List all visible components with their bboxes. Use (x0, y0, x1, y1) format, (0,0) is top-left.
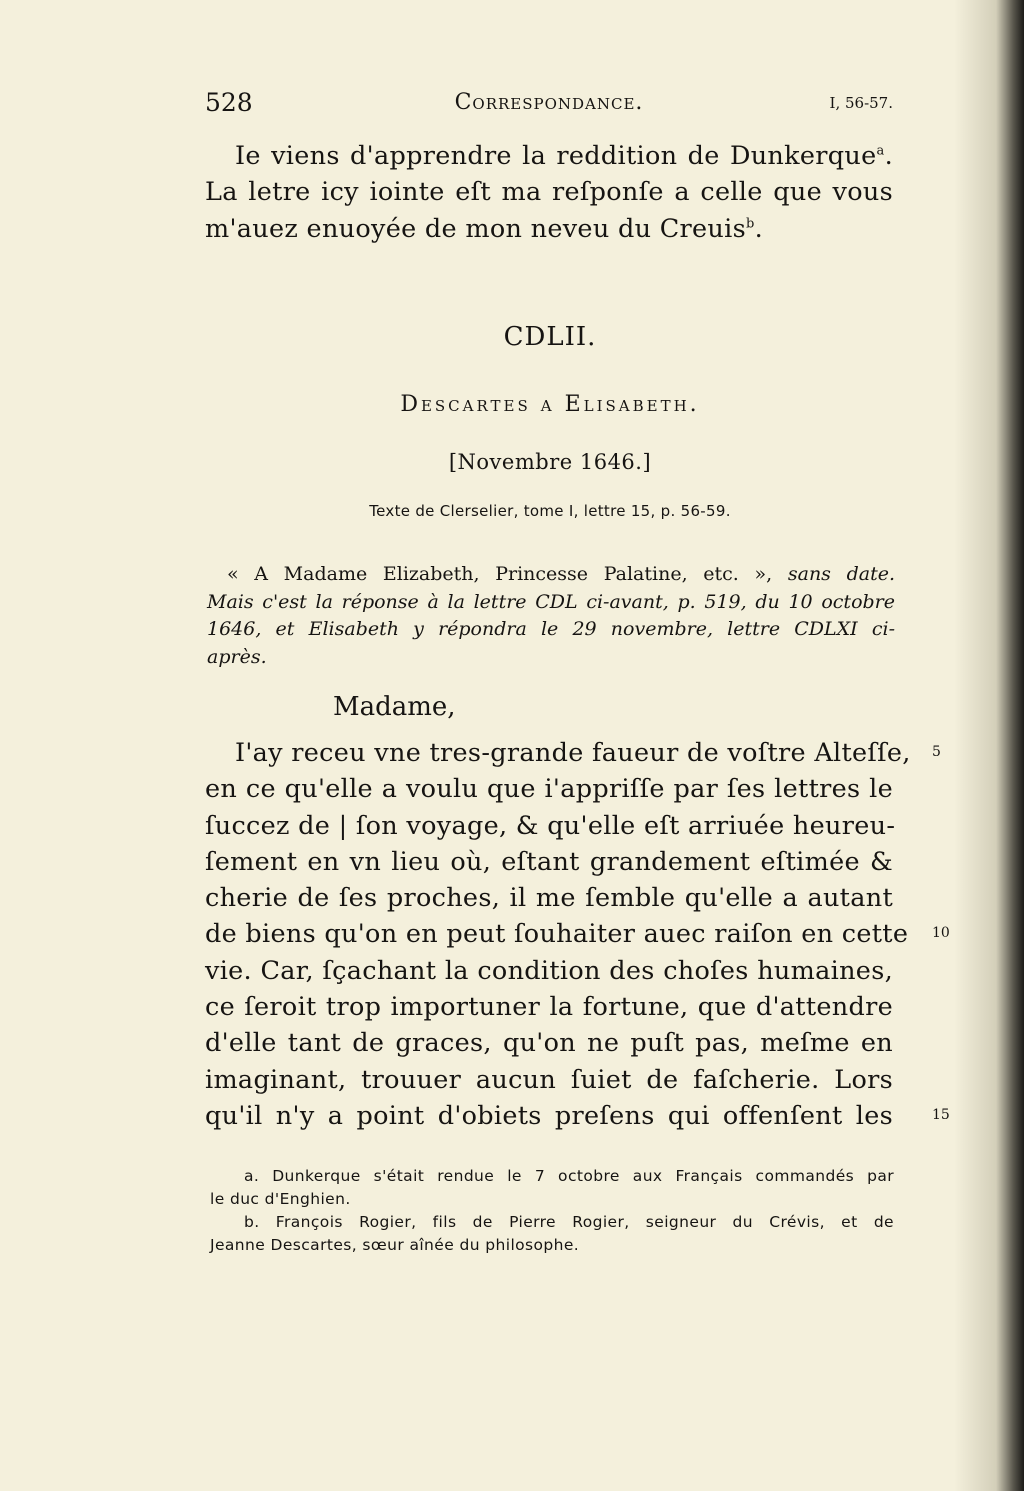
text-line: I'ay receu vne tres-grande faueur de voſtre Alteſſe, (235, 738, 911, 768)
text-line: ſement en vn lieu où, eſtant grandement eſtimée & (205, 846, 893, 877)
text-line: qu'il n'y a point d'obiets preſens qui offenſent les (205, 1100, 893, 1131)
editor-note (207, 561, 895, 671)
text-line: de biens qu'on en peut ſouhaiter auec raiſon en cette (205, 919, 909, 950)
text-line: La letre icy iointe eſt ma reſponſe a celle que vous (205, 177, 893, 208)
footnote-line: b. François Rogier, fils de Pierre Rogier, seigneur du Crévis, et de (244, 1213, 894, 1231)
text-line: en ce qu'elle a voulu que i'appriſſe par ſes lettres le (205, 774, 893, 805)
text-line: Mais c'est la réponse à la lettre CDL ci-avant, p. 519, du 10 octobre (207, 590, 895, 613)
page-reference: I, 56-57. (829, 94, 893, 112)
line-number-marker: 5 (932, 744, 941, 760)
footnote-line: a. Dunkerque s'était rendue le 7 octobre aux Français commandés par (244, 1167, 894, 1185)
text-line: Ie viens d'apprendre la reddition de Dunkerque$^a$. (235, 141, 893, 171)
line-number-marker: 15 (932, 1107, 950, 1123)
text-line: vie. Car, ſçachant la condition des choſes humaines, (205, 955, 893, 986)
text-line: ce ſeroit trop importuner la fortune, que d'attendre (205, 992, 893, 1023)
letter-date: [Novembre 1646.] (448, 450, 652, 474)
source-note: Texte de Clerselier, tome I, lettre 15, p. 56-59. (369, 502, 731, 520)
text-line: d'elle tant de graces, qu'on ne puſt pas, meſme en (205, 1028, 893, 1059)
text-line: « A Madame Elizabeth, Princesse Palatine, etc. », sans date. (227, 563, 896, 585)
text-line: imaginant, trouuer aucun ſuiet de faſcherie. Lors (205, 1064, 893, 1095)
line-number-marker: 10 (932, 925, 950, 941)
text-line: ſuccez de | ſon voyage, & qu'elle eſt arriuée heureu- (205, 810, 896, 841)
page-edge-shadow (954, 0, 1024, 1491)
letter-body (205, 735, 911, 1134)
intro-paragraph (205, 138, 893, 247)
footnotes (210, 1165, 894, 1257)
text-line: après. (207, 645, 267, 668)
text-line: cherie de ſes proches, il me ſemble qu'elle a autant (205, 883, 893, 914)
footnote-mark: a (876, 143, 885, 159)
letter-number: CDLII. (503, 322, 597, 352)
letter-title: Descartes a Elisabeth. (400, 392, 700, 417)
footnote-mark: b (745, 216, 755, 232)
footnote-line: le duc d'Enghien. (210, 1190, 351, 1208)
footnote-line: Jeanne Descartes, sœur aînée du philosophe. (210, 1236, 580, 1254)
running-header (205, 88, 893, 122)
page-number: 528 (205, 88, 253, 117)
text-line: m'auez enuoyée de mon neveu du Creuis$^b$. (205, 213, 763, 244)
text-line: 1646, et Elisabeth y répondra le 29 novembre, lettre CDLXI ci- (207, 618, 895, 640)
salutation: Madame, (333, 692, 456, 722)
running-title: Correspondance. (454, 90, 644, 115)
